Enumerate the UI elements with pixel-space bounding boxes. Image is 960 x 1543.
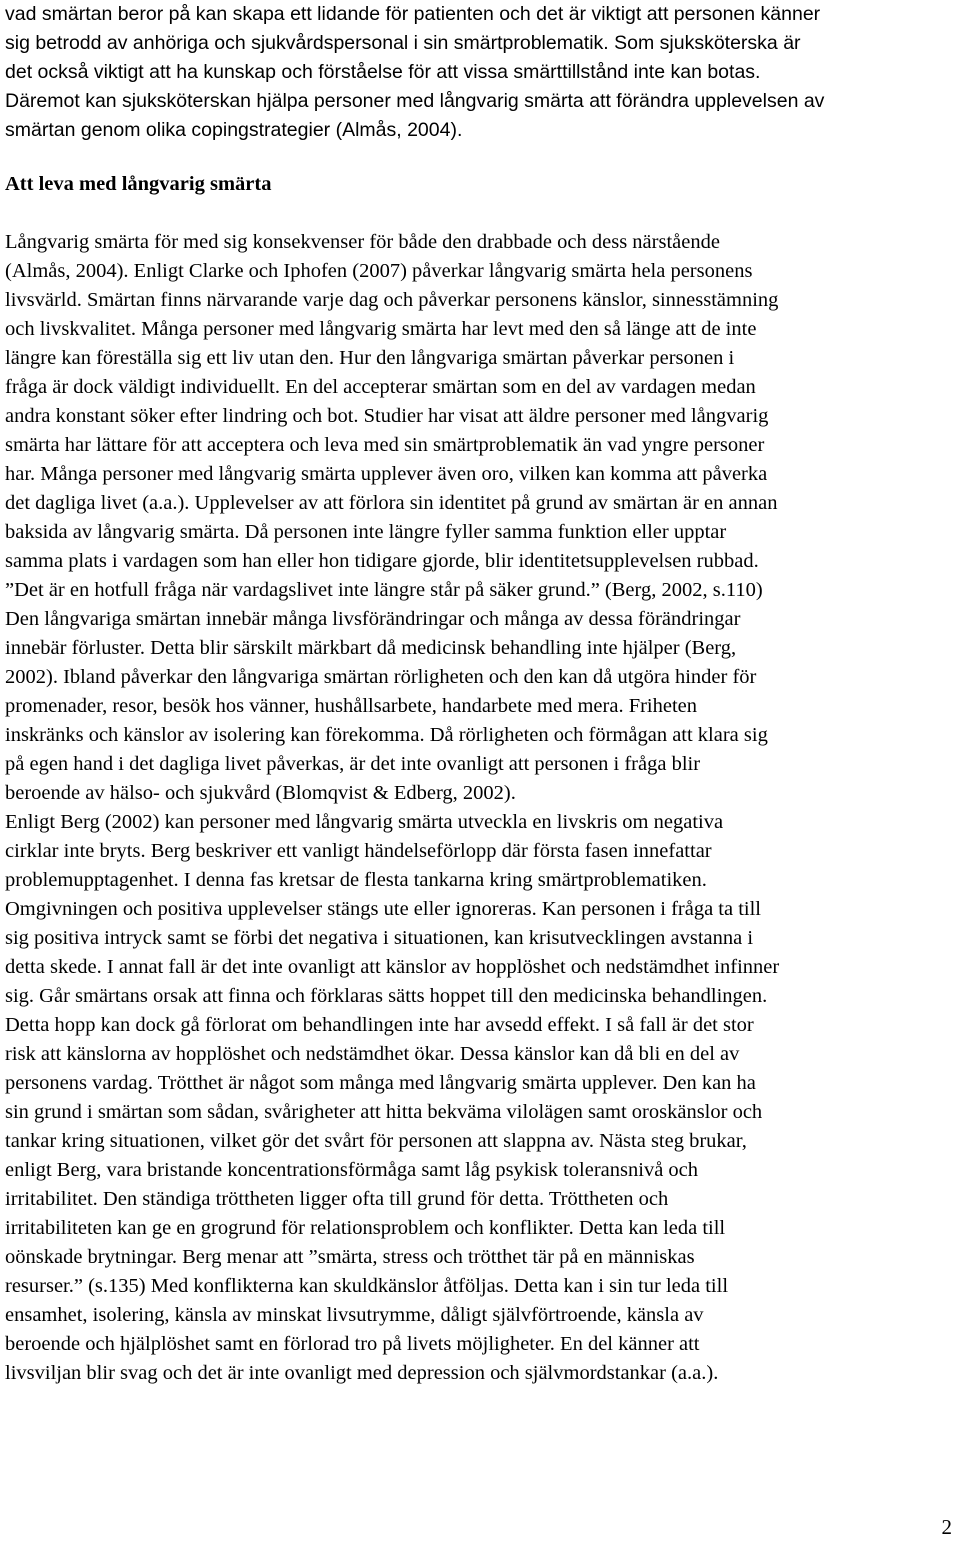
text-line: ”Det är en hotfull fråga när vardagslivet inte längre står på säker grund.” (Berg, 2002, s.110) (5, 579, 763, 601)
text-line: oönskade brytningar. Berg menar att ”smärta, stress och trötthet tär på en människas (5, 1246, 695, 1268)
text-line: inskränks och känslor av isolering kan förekomma. Då rörligheten och förmågan att klara sig (5, 724, 768, 746)
body-paragraph (5, 228, 958, 1388)
text-line: fråga är dock väldigt individuellt. En del accepterar smärtan som en del av vardagen medan (5, 376, 756, 398)
text-line: smärta har lättare för att acceptera och leva med sin smärtproblematik än vad yngre personer (5, 434, 765, 456)
text-line: på egen hand i det dagliga livet påverkas, är det inte ovanligt att personen i fråga blir (5, 753, 701, 775)
text-line: irritabilitet. Den ständiga tröttheten ligger ofta till grund för detta. Tröttheten och (5, 1188, 669, 1210)
text-line: risk att känslorna av hopplöshet och nedstämdhet ökar. Dessa känslor kan då bli en del av (5, 1043, 740, 1065)
text-line: Den långvariga smärtan innebär många livsförändringar och många av dessa förändringar (5, 608, 741, 630)
text-line: andra konstant söker efter lindring och bot. Studier har visat att äldre personer med långvarig (5, 405, 769, 427)
text-line: samma plats i vardagen som han eller hon tidigare gjorde, blir identitetsupplevelsen rubbad. (5, 550, 759, 572)
text-line: personens vardag. Trötthet är något som många med långvarig smärta upplever. Den kan ha (5, 1072, 756, 1094)
text-line: irritabiliteten kan ge en grogrund för relationsproblem och konflikter. Detta kan leda till (5, 1217, 726, 1239)
text-line: livsvärld. Smärtan finns närvarande varje dag och påverkar personens känslor, sinnesstämning (5, 289, 779, 311)
text-line: sig betrodd av anhöriga och sjukvårdspersonal i sin smärtproblematik. Som sjuksköterska är (5, 32, 801, 54)
text-line: sig positiva intryck samt se förbi det negativa i situationen, kan krisutvecklingen avstanna i (5, 927, 754, 949)
text-line: det också viktigt att ha kunskap och förståelse för att vissa smärttillstånd inte kan botas. (5, 61, 761, 83)
text-line: vad smärtan beror på kan skapa ett lidande för patienten och det är viktigt att personen känner (5, 3, 821, 25)
text-line: Omgivningen och positiva upplevelser stängs ute eller ignoreras. Kan personen i fråga ta till (5, 898, 762, 920)
text-line: ensamhet, isolering, känsla av minskat livsutrymme, dåligt självförtroende, känsla av (5, 1304, 704, 1326)
text-line: Enligt Berg (2002) kan personer med långvarig smärta utveckla en livskris om negativa (5, 811, 724, 833)
page-number: 2 (941, 1515, 952, 1539)
text-line: smärtan genom olika copingstrategier (Almås, 2004). (5, 119, 463, 141)
section-heading: Att leva med långvarig smärta (5, 173, 272, 195)
text-line: har. Många personer med långvarig smärta upplever även oro, vilken kan komma att påverka (5, 463, 768, 485)
text-line: tankar kring situationen, vilket gör det svårt för personen att slappna av. Nästa steg brukar, (5, 1130, 747, 1152)
text-line: beroende av hälso- och sjukvård (Blomqvist & Edberg, 2002). (5, 782, 516, 804)
text-line: sin grund i smärtan som sådan, svårigheter att hitta bekväma vilolägen samt oroskänslor och (5, 1101, 763, 1123)
text-line: (Almås, 2004). Enligt Clarke och Iphofen (2007) påverkar långvarig smärta hela personens (5, 260, 753, 282)
intro-paragraph (5, 0, 958, 145)
text-line: detta skede. I annat fall är det inte ovanligt att känslor av hopplöshet och nedstämdhet infinner (5, 956, 780, 978)
text-line: enligt Berg, vara bristande koncentrationsförmåga samt låg psykisk toleransnivå och (5, 1159, 699, 1181)
text-line: Detta hopp kan dock gå förlorat om behandlingen inte har avsedd effekt. I så fall är det stor (5, 1014, 754, 1036)
text-line: problemupptagenhet. I denna fas kretsar de flesta tankarna kring smärtproblematiken. (5, 869, 707, 891)
text-line: och livskvalitet. Många personer med långvarig smärta har levt med den så länge att de inte (5, 318, 757, 340)
text-line: 2002). Ibland påverkar den långvariga smärtan rörligheten och den kan då utgöra hinder för (5, 666, 757, 688)
text-line: promenader, resor, besök hos vänner, hushållsarbete, handarbete med mera. Friheten (5, 695, 698, 717)
text-line: innebär förluster. Detta blir särskilt märkbart då medicinsk behandling inte hjälper (Berg, (5, 637, 737, 659)
text-line: baksida av långvarig smärta. Då personen inte längre fyller samma funktion eller upptar (5, 521, 727, 543)
text-line: beroende och hjälplöshet samt en förlorad tro på livets möjligheter. En del känner att (5, 1333, 700, 1355)
text-line: cirklar inte bryts. Berg beskriver ett vanligt händelseförlopp där första fasen innefattar (5, 840, 712, 862)
text-line: Långvarig smärta för med sig konsekvenser för både den drabbade och dess närstående (5, 231, 720, 253)
text-line: Däremot kan sjuksköterskan hjälpa personer med långvarig smärta att förändra upplevelsen av (5, 90, 825, 112)
text-line: livsviljan blir svag och det är inte ovanligt med depression och självmordstankar (a.a.). (5, 1362, 719, 1384)
text-line: resurser.” (s.135) Med konflikterna kan skuldkänslor åtföljas. Detta kan i sin tur leda till (5, 1275, 729, 1297)
text-line: längre kan föreställa sig ett liv utan den. Hur den långvariga smärtan påverkar personen i (5, 347, 735, 369)
text-line: det dagliga livet (a.a.). Upplevelser av att förlora sin identitet på grund av smärtan är en annan (5, 492, 778, 514)
text-line: sig. Går smärtans orsak att finna och förklaras sätts hoppet till den medicinska behandlingen. (5, 985, 768, 1007)
